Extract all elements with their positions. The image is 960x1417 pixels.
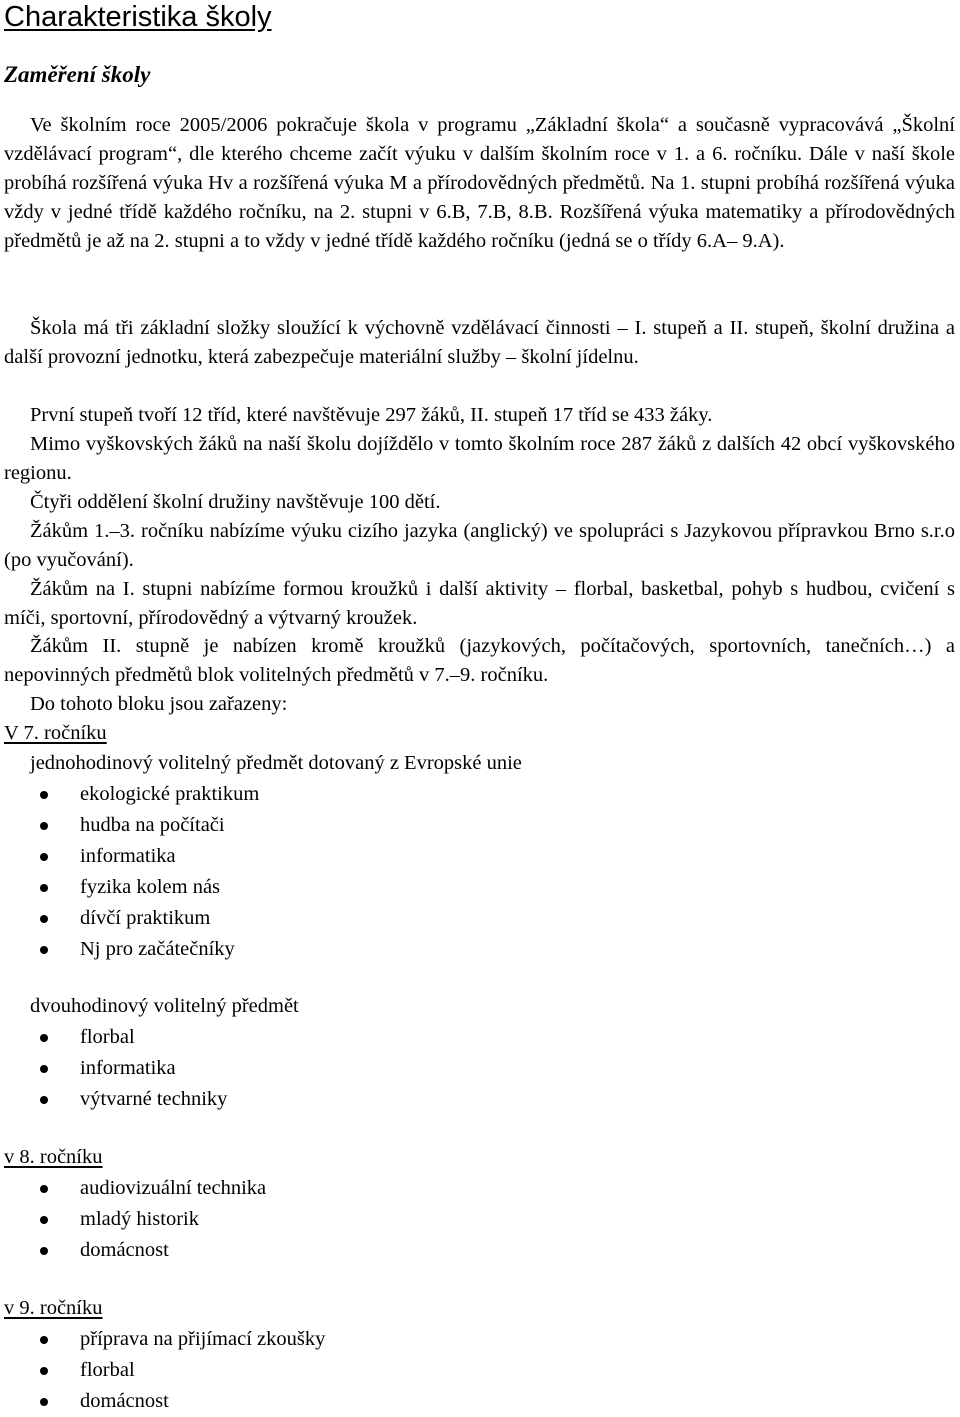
bullet-icon — [40, 1367, 48, 1375]
two-hour-subject-list — [40, 1022, 227, 1115]
list-item: florbal — [40, 1355, 325, 1386]
list-item: domácnost — [40, 1235, 266, 1266]
list-item: ekologické praktikum — [40, 779, 259, 810]
list-item: audiovizuální technika — [40, 1173, 266, 1204]
bullet-icon — [40, 1247, 48, 1255]
bullet-icon — [40, 1185, 48, 1193]
bullet-icon — [40, 1096, 48, 1104]
paragraph-intro: Ve školním roce 2005/2006 pokračuje škola v programu „Základní škola“ a současně vypracovává „Školní vzdělávací program“, dle kterého chceme začít výuku v dalším školním roce v 1. a 6. ročníku. Dále v naší škole probíhá rozšířená výuka Hv a rozšířená výuka M a přírodovědných předmětů. Na 1. stupni probíhá rozšířená výuka vždy v jedné třídě každého ročníku, na 2. stupni v 6.B, 7.B, 8.B. Rozšířená výuka matematiky a přírodovědných předmětů je až na 2. stupni a to vždy v jedné třídě každého ročníku (jedná se o třídy 6.A– 9.A). — [4, 114, 955, 253]
bullet-icon — [40, 915, 48, 923]
list-item: informatika — [40, 1053, 227, 1084]
list-item: výtvarné techniky — [40, 1084, 227, 1115]
paragraph-after-school-club: Čtyři oddělení školní družiny navštěvuje 100 dětí. — [30, 491, 441, 513]
one-hour-subject-list — [40, 779, 259, 965]
paragraph-commuters: Mimo vyškovských žáků na naší školu dojíždělo v tomto školním roce 287 žáků z dalších 42 obcí vyškovského regionu. — [4, 433, 955, 485]
bullet-icon — [40, 853, 48, 861]
two-hour-subject-label: dvouhodinový volitelný předmět — [30, 995, 299, 1017]
list-item: fyzika kolem nás — [40, 872, 259, 903]
grade9-subject-list — [40, 1324, 325, 1417]
list-item: Nj pro začátečníky — [40, 934, 259, 965]
bullet-icon — [40, 791, 48, 799]
paragraph-first-stage-activities: Žákům na I. stupni nabízíme formou kroužků i další aktivity – florbal, basketbal, pohyb s hudbou, cvičení s míči, sportovní, přírodovědný a výtvarný kroužek. — [4, 578, 955, 630]
list-item: domácnost — [40, 1386, 325, 1417]
list-item: informatika — [40, 841, 259, 872]
list-item: mladý historik — [40, 1204, 266, 1235]
grade9-heading: v 9. ročníku — [4, 1297, 103, 1319]
grade8-heading: v 8. ročníku — [4, 1146, 103, 1168]
bullet-icon — [40, 946, 48, 954]
paragraph-second-stage-offer: Žákům II. stupně je nabízen kromě kroužků (jazykových, počítačových, sportovních, tanečních…) a nepovinných předmětů blok volitelných předmětů v 7.–9. ročníku. — [4, 635, 955, 687]
bullet-icon — [40, 1065, 48, 1073]
page-title: Charakteristika školy — [4, 1, 272, 33]
list-item: florbal — [40, 1022, 227, 1053]
bullet-icon — [40, 1336, 48, 1344]
list-item: příprava na přijímací zkoušky — [40, 1324, 325, 1355]
paragraph-class-counts: První stupeň tvoří 12 tříd, které navštěvuje 297 žáků, II. stupeň 17 tříd se 433 žáky. — [30, 404, 713, 426]
bullet-icon — [40, 1216, 48, 1224]
bullet-icon — [40, 1034, 48, 1042]
bullet-icon — [40, 1398, 48, 1406]
paragraph-block-intro: Do tohoto bloku jsou zařazeny: — [30, 693, 288, 715]
bullet-icon — [40, 884, 48, 892]
one-hour-subject-label: jednohodinový volitelný předmět dotovaný z Evropské unie — [30, 752, 522, 774]
section-title: Zaměření školy — [4, 62, 151, 87]
list-item: hudba na počítači — [40, 810, 259, 841]
grade7-heading: V 7. ročníku — [4, 722, 107, 744]
list-item: dívčí praktikum — [40, 903, 259, 934]
paragraph-components: Škola má tři základní složky sloužící k výchovně vzdělávací činnosti – I. stupeň a II. stupeň, školní družina a další provozní jednotku, která zabezpečuje materiální služby – školní jídelnu. — [4, 317, 955, 369]
bullet-icon — [40, 822, 48, 830]
grade8-subject-list — [40, 1173, 266, 1266]
paragraph-language: Žákům 1.–3. ročníku nabízíme výuku cizího jazyka (anglický) ve spolupráci s Jazykovou přípravkou Brno s.r.o (po vyučování). — [4, 520, 955, 572]
